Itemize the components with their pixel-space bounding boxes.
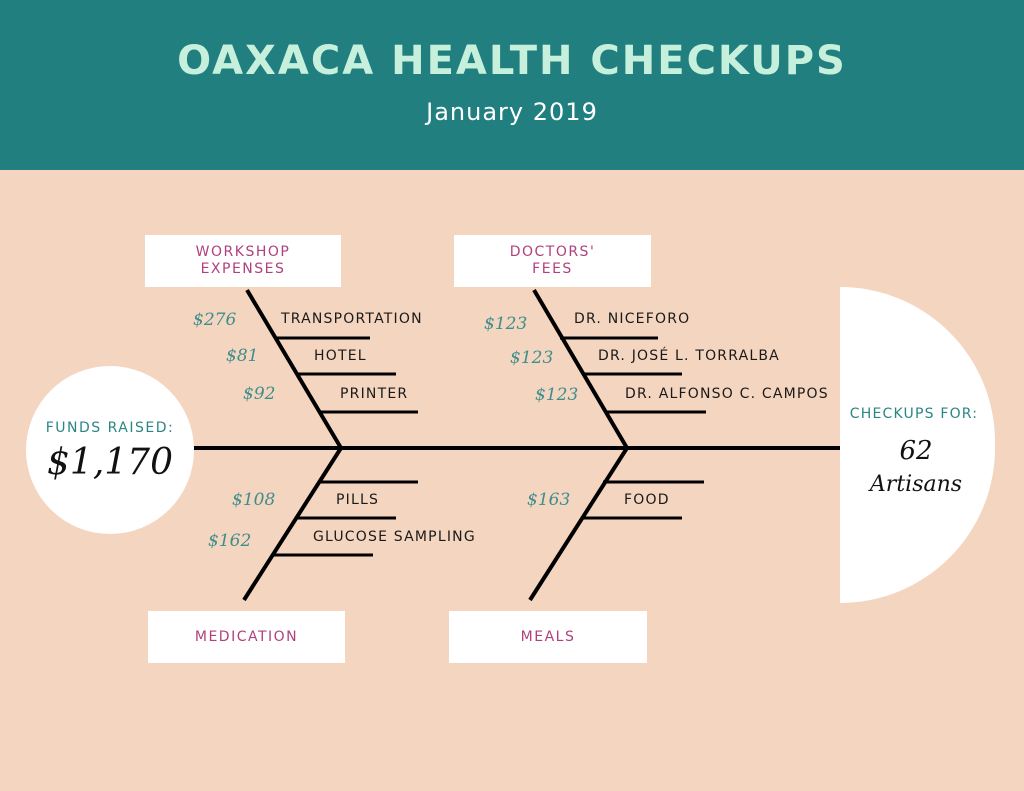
item-printer: PRINTER: [340, 386, 409, 402]
amount-hotel: $81: [226, 346, 259, 366]
amount-printer: $92: [243, 384, 276, 404]
amount-glucose: $162: [208, 531, 252, 551]
amount-transportation: $276: [193, 310, 237, 330]
item-glucose: GLUCOSE SAMPLING: [313, 529, 476, 545]
item-transportation: TRANSPORTATION: [281, 311, 423, 327]
category-doctors-fees: DOCTORS' FEES: [454, 235, 651, 287]
bone-medication: [244, 448, 341, 600]
checkups-label: CHECKUPS FOR:: [849, 406, 979, 422]
item-hotel: HOTEL: [314, 348, 367, 364]
item-torralba: DR. JOSÉ L. TORRALBA: [598, 348, 780, 364]
amount-pills: $108: [232, 490, 276, 510]
checkups-count: 62: [899, 436, 933, 466]
item-campos: DR. ALFONSO C. CAMPOS: [625, 386, 829, 402]
item-niceforo: DR. NICEFORO: [574, 311, 691, 327]
bone-meals: [530, 448, 627, 600]
page-title: OAXACA HEALTH CHECKUPS: [177, 38, 847, 84]
category-meals: MEALS: [449, 611, 647, 663]
checkups-unit: Artisans: [869, 472, 963, 497]
category-medication: MEDICATION: [148, 611, 345, 663]
funds-raised-label: FUNDS RAISED:: [45, 420, 175, 436]
page-subtitle: January 2019: [426, 98, 598, 126]
item-food: FOOD: [624, 492, 670, 508]
amount-food: $163: [527, 490, 571, 510]
amount-torralba: $123: [510, 348, 554, 368]
category-workshop-expenses: WORKSHOP EXPENSES: [145, 235, 341, 287]
item-pills: PILLS: [336, 492, 380, 508]
amount-campos: $123: [535, 385, 579, 405]
amount-niceforo: $123: [484, 314, 528, 334]
funds-raised-value: $1,170: [47, 442, 173, 483]
